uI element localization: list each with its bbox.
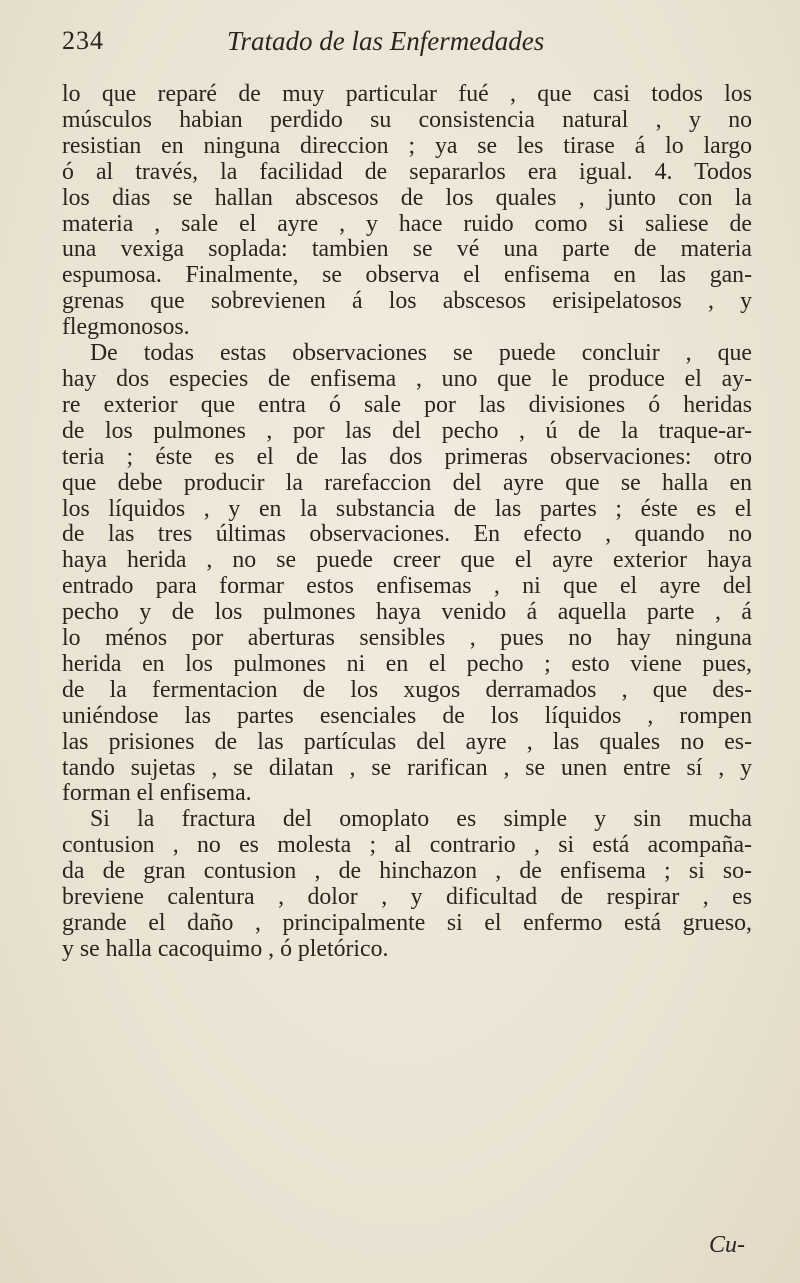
text-line: lo que reparé de muy particular fué , que casi todos los [62,81,752,107]
text-line: breviene calentura , dolor , y dificultad de respirar , es [62,884,752,911]
page-number: 234 [62,26,104,55]
text-line: que debe producir la rarefaccion del ayre que se halla en [62,469,752,496]
text-line: re exterior que entra ó sale por las divisiones ó heridas [62,391,752,418]
text-line: forman el enfisema. [62,780,252,807]
text-line: da de gran contusion , de hinchazon , de enfisema ; si so- [62,858,752,885]
text-line: espumosa. Finalmente, se observa el enfisema en las gan- [62,262,752,289]
text-line: entrado para formar estos enfisemas , ni que el ayre del [62,573,752,600]
text-line: resistian en ninguna direccion ; ya se les tirase á lo largo [62,132,752,159]
running-title: Tratado de las Enfermedades [227,26,545,56]
text-line: músculos habian perdido su consistencia natural , y no [62,106,752,133]
text-line: Si la fractura del omoplato es simple y sin mucha [90,806,752,833]
text-line: De todas estas observaciones se puede concluir , que [90,340,752,367]
text-line: contusion , no es molesta ; al contrario , si está acompaña- [62,832,752,859]
text-line: los dias se hallan abscesos de los quales , junto con la [62,184,752,211]
text-line: flegmonosos. [62,314,190,341]
text-line: materia , sale el ayre , y hace ruido como si saliese de [62,210,752,237]
text-line: las prisiones de las partículas del ayre , las quales no es- [62,728,752,755]
text-line: tando sujetas , se dilatan , se rarifican , se unen entre sí , y [62,754,752,781]
text-line: una vexiga soplada: tambien se vé una parte de materia [62,236,752,263]
text-line: hay dos especies de enfisema , uno que le produce el ay- [62,365,752,392]
page-header [62,26,752,70]
text-line: uniéndose las partes esenciales de los líquidos , rompen [62,702,752,729]
text-line: de los pulmones , por las del pecho , ú de la traque-ar- [62,417,752,444]
body-text [62,82,752,963]
text-line: grande el daño , principalmente si el enfermo está grueso, [62,910,752,936]
text-line: teria ; éste es el de las dos primeras observaciones: otro [62,443,752,470]
paragraph-1 [62,82,752,341]
text-line: los líquidos , y en la substancia de las partes ; éste es el [62,495,752,522]
text-line: herida en los pulmones ni en el pecho ; esto viene pues, [62,650,752,677]
text-line: lo ménos por aberturas sensibles , pues no hay ninguna [62,625,752,652]
paragraph-3 [62,807,752,962]
text-line: grenas que sobrevienen á los abscesos erisipelatosos , y [62,288,752,315]
text-line: de la fermentacion de los xugos derramados , que des- [62,676,752,703]
text-line: y se halla cacoquimo , ó pletórico. [62,935,389,962]
catchword: Cu- [709,1232,745,1258]
paragraph-2 [62,341,752,807]
text-line: ó al través, la facilidad de separarlos era igual. 4. Todos [62,158,752,185]
text-line: haya herida , no se puede creer que el ayre exterior haya [62,547,752,574]
text-line: pecho y de los pulmones haya venido á aquella parte , á [62,599,752,626]
text-line: de las tres últimas observaciones. En efecto , quando no [62,521,752,548]
